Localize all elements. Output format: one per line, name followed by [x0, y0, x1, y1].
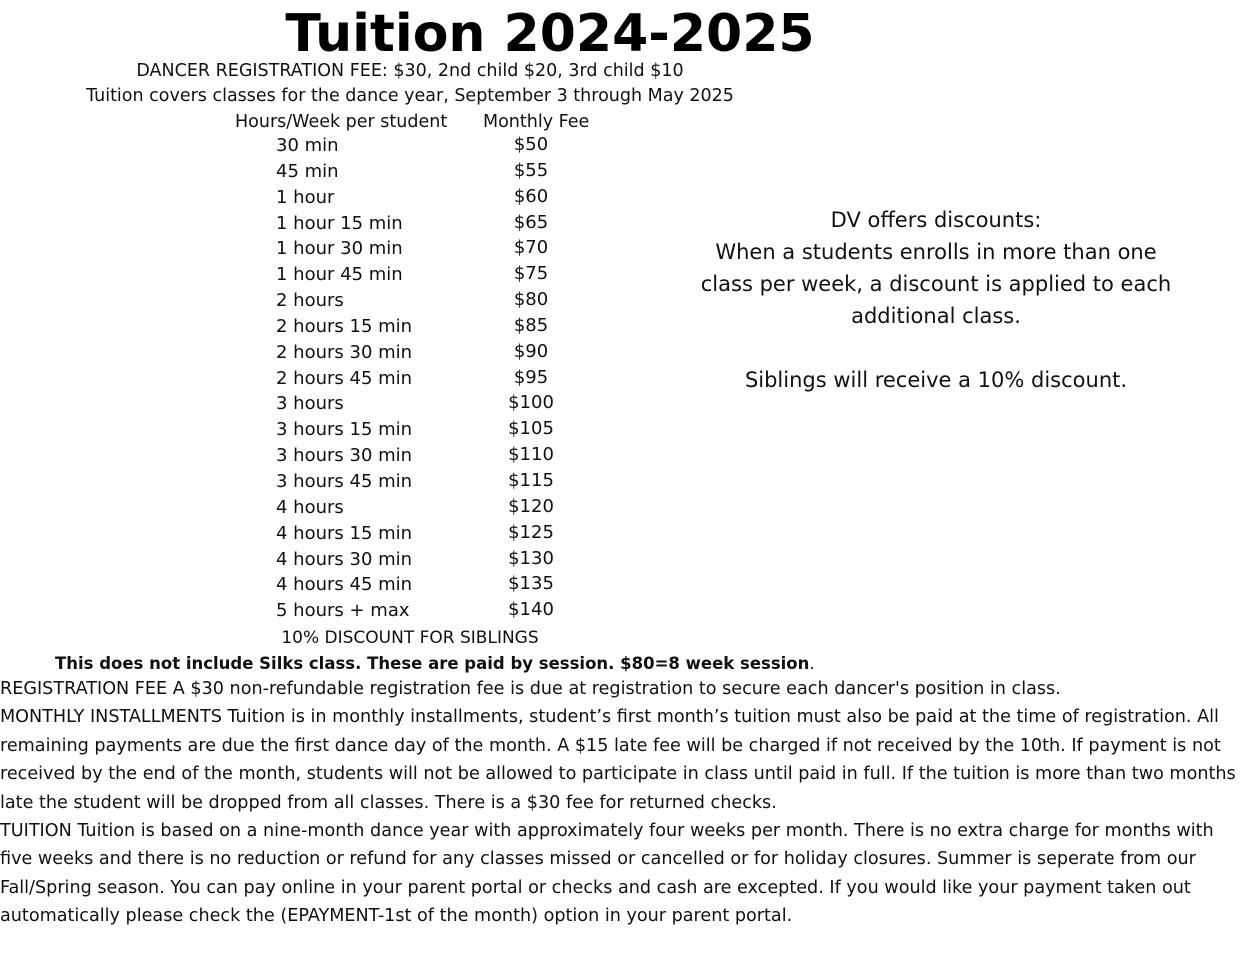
- table-row: [230, 444, 610, 470]
- hours-cell: 1 hour 45 min: [276, 264, 403, 286]
- table-row: [230, 548, 610, 574]
- fee-cell: $130: [508, 547, 554, 569]
- sibling-discount-text: Siblings will receive a 10% discount.: [744, 368, 1128, 392]
- hours-cell: 30 min: [276, 135, 339, 156]
- hours-cell: 2 hours 30 min: [276, 341, 413, 363]
- hours-cell: 45 min: [276, 160, 339, 182]
- hours-cell: 3 hours 30 min: [276, 445, 413, 467]
- fee-cell: $85: [513, 314, 549, 336]
- fee-cell: $115: [508, 469, 554, 491]
- fee-cell: $105: [508, 418, 554, 440]
- coverage-line: Tuition covers classes for the dance year, September 3 through May 2025: [86, 86, 734, 106]
- hours-column-header: Hours/Week per student: [235, 112, 448, 132]
- fee-cell: $55: [513, 159, 549, 181]
- fee-cell: $100: [508, 392, 554, 414]
- fee-cell: $60: [513, 185, 549, 207]
- fee-cell: $140: [508, 599, 554, 621]
- monthly-installments-policy: MONTHLY INSTALLMENTS Tuition is in monthly installments, student’s first month’s tuition must also be paid at the time of registration. All remaining payments are due the first dance day of the month. A $15 late fee will be charged if not received by the 10th. If payment is not received by the end of the month, students will not be allowed to participate in class until paid in full. If the tuition is more than two months late the student will be dropped from all classes. There is a $30 fee for returned checks.: [0, 707, 1236, 813]
- tuition-rate-table: [230, 134, 610, 625]
- hours-cell: 2 hours 45 min: [276, 367, 413, 389]
- fee-cell: $50: [513, 134, 549, 155]
- fee-cell: $90: [513, 340, 549, 362]
- fee-cell: $120: [508, 495, 554, 517]
- hours-cell: 3 hours: [276, 393, 344, 415]
- registration-fee-line: DANCER REGISTRATION FEE: $30, 2nd child $20, 3rd child $10: [136, 61, 684, 81]
- hours-cell: 4 hours 30 min: [276, 548, 413, 570]
- table-row: [230, 522, 610, 548]
- table-row: [230, 134, 610, 160]
- table-row: [230, 341, 610, 367]
- hours-cell: 4 hours 15 min: [276, 522, 413, 544]
- fee-cell: $110: [508, 444, 554, 466]
- hours-cell: 2 hours 15 min: [276, 315, 413, 337]
- table-row: [230, 315, 610, 341]
- table-row: [230, 160, 610, 186]
- silks-note-text: This does not include Silks class. These are paid by session. $80=8 week session: [55, 654, 810, 673]
- table-row: [230, 496, 610, 522]
- fee-cell: $75: [513, 263, 549, 285]
- table-row: [230, 237, 610, 263]
- fee-cell: $80: [513, 289, 549, 311]
- spacer: [700, 332, 1172, 364]
- table-row: [230, 418, 610, 444]
- table-row: [230, 573, 610, 599]
- discounts-panel: [700, 204, 1172, 396]
- table-row: [230, 392, 610, 418]
- discounts-heading: DV offers discounts:: [830, 208, 1042, 232]
- table-row: [230, 212, 610, 238]
- policy-section: [0, 675, 1240, 931]
- table-row: [230, 367, 610, 393]
- fee-cell: $65: [513, 211, 549, 233]
- table-row: [230, 186, 610, 212]
- table-row: [230, 289, 610, 315]
- registration-fee-policy: REGISTRATION FEE A $30 non-refundable registration fee is due at registration to secure each dancer's position in class.: [0, 679, 1061, 699]
- hours-cell: 4 hours: [276, 496, 344, 518]
- silks-note-period: .: [809, 654, 815, 673]
- multi-class-discount-text: When a students enrolls in more than one class per week, a discount is applied to each additional class.: [700, 240, 1172, 328]
- fee-cell: $95: [513, 366, 549, 388]
- hours-cell: 3 hours 45 min: [276, 470, 413, 492]
- fee-cell: $135: [508, 573, 554, 595]
- hours-cell: 2 hours: [276, 290, 344, 312]
- fee-cell: $125: [508, 521, 554, 543]
- table-row: [230, 263, 610, 289]
- hours-cell: 4 hours 45 min: [276, 574, 413, 596]
- table-row: [230, 599, 610, 625]
- fee-cell: $70: [513, 237, 549, 259]
- fee-column-header: Monthly Fee: [483, 112, 590, 132]
- hours-cell: 1 hour 15 min: [276, 212, 403, 234]
- siblings-discount-note: 10% DISCOUNT FOR SIBLINGS: [281, 628, 539, 648]
- page-title: Tuition 2024-2025: [285, 4, 815, 64]
- hours-cell: 3 hours 15 min: [276, 419, 413, 441]
- hours-cell: 1 hour 30 min: [276, 238, 403, 260]
- tuition-policy: TUITION Tuition is based on a nine-month dance year with approximately four weeks per month. There is no extra charge for months with five weeks and there is no reduction or refund for any classes missed or cancelled or for holiday closures. Summer is seperate from our Fall/Spring season. You can pay online in your parent portal or checks and cash are excepted. If you would like your payment taken out automatically please check the (EPAYMENT-1st of the month) option in your parent portal.: [0, 821, 1214, 927]
- hours-cell: 5 hours + max: [276, 600, 410, 622]
- silks-note: [55, 653, 815, 675]
- hours-cell: 1 hour: [276, 186, 335, 208]
- table-row: [230, 470, 610, 496]
